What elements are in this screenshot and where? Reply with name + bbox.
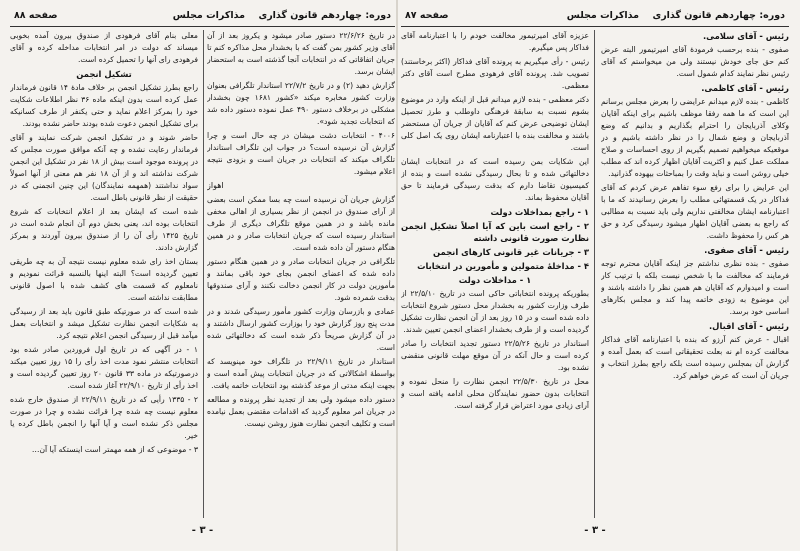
list-item: ۴ - مداخلهٔ متمولین و مأمورین در انتخابات (417, 261, 589, 271)
paragraph: شده است که در صورتیکه طبق قانون باید بعد از رسیدگی به شکایات انجمن نظارت تشکیل میشد و انتخابات بعمل میآمد قبل از رسیدگی انجمن اعلام نتیجه کرد. (10, 307, 198, 340)
paragraph: در تاریخ ۲۲/۶/۲۶ دستور صادر میشود و یکروز بعد از آن آقای وزیر کشور بمن گفت که با بخشدار محل مذاکره کنم تا جریان اتفاقاتی که در انتخابات آنجا گذشته است به استحضار ایشان برسد. (207, 31, 395, 76)
paragraph: ۴۰۰۶ - انتخابات دشت میشان در چه حال است و چرا گزارش آن نرسیده است؟ در جواب این تلگراف استاندار تلگراف میکند که انتخابات در جریان است و بزودی نتیجه اعلام میشود. (207, 131, 395, 176)
header-page-number: صفحه ۸۷ (405, 10, 449, 21)
list-item: ۳ - جریانات غیر قانونی کارهای انجمن (433, 247, 589, 257)
paragraph: گزارش جریان آن نرسیده است چه بسا ممکن است بعضی از آرای صندوق در انجمن از نظر بسیاری از اهالی مخفی مانده باشد و در همین موقع تلگراف دیگری از طرف استاندار رسیده است که جریان انتخابات صادر و در همین هنگام دستور آن داده شده است. (207, 195, 395, 252)
column-right (207, 30, 395, 518)
header-page-number: صفحه ۸۸ (14, 10, 58, 21)
page-folio: - ۳ - (191, 525, 214, 536)
list-item: ۲ - ۱۳۳۵ رأیی که در تاریخ ۲۲/۹/۱۱ از صندوق خارج شده معلوم نیست چه شده چرا قرائت نشده و چرا در صورت مجلس ذکر نشده است و آیا آنها را انجمن باطل کرده یا خیر. (10, 395, 198, 440)
paragraph: عزیزه آقای امیرتیمور مخالفت خودم را با اعتبارنامه آقای فداکار پس میگیرم. (401, 31, 589, 52)
paragraph: معلی بنام آقای فرهودی از صندوق بیرون آمده بخوبی میساند که دولت در امر انتخابات مداخله کرده و آقای فرهودی رای آنها را تحمیل کرده است. (10, 31, 198, 64)
paragraph: بستان اخذ رای شده معلوم نیست نتیجه آن به چه طریقی تعیین گردیده است؟ البته اینها بالنسبه قرائت نمودیم و نامعلوم که قسمت های کشف شده با اصول قانونی مطابقت نداشته است. (10, 257, 198, 302)
paragraph: رئیس - آقای سلامی. (702, 31, 789, 41)
column-divider (203, 30, 204, 518)
paragraph: حاضر شوند و در تشکیل انجمن شرکت نمایند و آقای فرماندار رعایت نشده و چه آنکه موافق صورت مجلس که در پرونده موجود است بیش از ۱۸ نفر در تشکیل این انجمن شرکت نداشته اند و از آن ۱۸ نفر هم معنی از آنها اصولاً سواد نداشتند (همهمه نمایندگان) این چنین انجمنی که در حقیقت از نظر قانونی باطل است. (10, 133, 198, 202)
page-header (10, 8, 395, 27)
paragraph: رئیس - آقای صفوی. (704, 245, 789, 255)
section-heading: ۱ - مداخلات دولت (458, 275, 532, 285)
list-item: ۱ - در آگهی که در تاریخ اول فروردین صادر شده بود انتخابات منتشر نمود مدت اخذ رأی را ۱۵ روز تعیین میکند درصورتیکه در ماده ۳۳ قانون ۲۰ روز تعیین گردیده است و اخذ رأی از تاریخ ۲۲/۹/۱۰ آغاز شده است. (10, 345, 198, 390)
paragraph: محل در تاریخ ۲۲/۵/۳۰ انجمن نظارت را منحل نموده و انتخابات بدون حضور نمایندگان محلی ادامه یافته است و آرای زیادی مورد اعتراض قرار گرفته است. (401, 377, 589, 410)
paragraph: رئیس - آقای اقبال. (709, 321, 789, 331)
text-columns (401, 30, 789, 518)
header-period: دوره: چهاردهم قانون گذاری (258, 10, 391, 21)
book-spine (396, 0, 398, 551)
page-87 (401, 8, 789, 538)
paragraph: گزارش دهید (۲) و در تاریخ ۲۲/۷/۲ استاندار تلگرافی بعنوان وزارت کشور مخابره میکند «کشور ۱۶۸۱ چون بخشدار مشکلی در برخلاف دستور ۴۹۰ عمل نموده دستور داده شد که انتخابات تجدید شود». (207, 81, 395, 126)
paragraph: اقبال - عرض کنم آرزو که بنده با اعتبارنامه آقای فداکار مخالفت کرده ام نه بعلت تحقیقاتی است که بعمل آمده و گزارش آن بمجلس رسیده است بلکه راجع بطرز انتخاب و جریان آن است که عرض خواهم کرد. (601, 335, 789, 380)
column-left (10, 30, 198, 518)
page-header (401, 8, 789, 27)
paragraph: این شکایات بمن رسیده است که در انتخابات ایشان دخالتهائی شده و تا بحال رسیدگی نشده است و بنده از کمیسیون تقاضا دارم که بدقت رسیدگی فرمایند تا حق آقایان محفوظ بماند. (401, 157, 589, 202)
paragraph: کاظمی - بنده لازم میدانم عرایضی را بعرض مجلس برسانم این است که ما همه رفقا موظف باشیم برای اینکه آقایان وکلای آذربایجان را احترام بگذاریم و بدانیم که وضع آذربایجان و وضع شمال را در نظر داشته باشیم و در موقعیکه میخواهیم تصمیم بگیریم از روی احساسات و صلاح مملکت عمل کنیم و اکثریت آقایان اظهار کرده اند که مطلب خیلی روشن است و نباید وقت را بمباحثات بیهوده گذرانید. (601, 97, 789, 178)
header-section: مذاکرات مجلس (172, 10, 245, 21)
page-88 (10, 8, 395, 538)
list-item: ۱ - راجع بمداخلات دولت (490, 207, 589, 217)
text-columns (10, 30, 395, 518)
header-period: دوره: چهاردهم قانون گذاری (652, 10, 785, 21)
page-folio: - ۳ - (584, 525, 606, 536)
column-left (401, 30, 589, 518)
paragraph: رئیس - آقای کاظمی. (701, 83, 789, 93)
list-item: ۳ - موضوعی که از همه مهمتر است اینستکه آیا آن… (31, 445, 198, 454)
paragraph: بطوریکه پرونده انتخاباتی حاکی است در تاریخ ۲۲/۵/۱۰ از طرف وزارت کشور به بخشدار محل دستور شروع انتخابات داده شده است و در ۱۵ روز بعد از آن انجمن نظارت تشکیل گردیده است و از طرف بخشدار اعضای انجمن تعیین شدند. (401, 289, 589, 334)
paragraph: دستور داده میشود ولی بعد از تجدید نظر پرونده و مطالعه در جریان امر معلوم گردید که اقدامات مقتضی بعمل نیامده است و تکلیف انجمن نظارت هنوز روشن نیست. (207, 395, 395, 428)
paragraph: این عرایض را برای رفع سوء تفاهم عرض کردم که آقای فداکار در یک قسمتهائی مطلب را بعرض رسانیدند که ما با اعتبارنامه ایشان مخالفتی نداریم ولی باید نسبت به مطالبی که راجع به بعضی آقایان اظهار میشود رسیدگی کرد و حق هر کس را محفوظ داشت. (601, 183, 789, 240)
column-right (601, 30, 789, 518)
paragraph: استاندار در تاریخ ۲۲/۹/۱۱ در تلگراف خود مینویسد که بواسطهٔ اشکالاتی که در جریان انتخابات پیش آمده است و بجهت اینکه مدتی از موعد گذشته بود انتخابات خاتمه یافت. (207, 357, 395, 390)
list-item: ۲ - راجع است باین که آیا اصلاً تشکیل انجمن نظارت صورت قانونی داشته (401, 221, 589, 243)
paragraph: دکتر معظمی - بنده لازم میدانم قبل از اینکه وارد در موضوع بشوم نسبت به سابقهٔ فرهنگی داوطلب و طرز تحصیل ایشان توضیحی عرض کنم که آقایان از جریان آن مستحضر باشند و مخالفت بنده با اعتبارنامه ایشان روی یک اصل کلی است. (401, 95, 589, 152)
column-divider (594, 30, 595, 518)
paragraph: رئیس - رأی میگیریم به پرونده آقای فداکار (اکثر برخاستند) تصویب شد. پرونده آقای فرهودی مطرح است آقای دکتر معظمی. (401, 57, 589, 90)
paragraph: صفوی - بنده برحسب فرمودهٔ آقای امیرتیمور البته عرض کنم حق جای خودش نیستند ولی من میخواستم که آقای رئیس نظر نمایند کدام شمول است. (601, 45, 789, 78)
paragraph: عمادی و بازرسان وزارت کشور مأمور رسیدگی شدند و در مدت پنج روز گزارش خود را بوزارت کشور ارسال داشتند و در آن گزارش صریحاً ذکر شده است که دخالتهائی شده است. (207, 307, 395, 352)
signature-line: اهواز (207, 181, 224, 190)
paragraph: راجع بطرز تشکیل انجمن بر خلاف مادهٔ ۱۴ قانون فرماندار عمل کرده است بدون اینکه ماده ۳۶ نظر اطلاعات شکایت خود را بمرکز اعلام نماید و حتی یکنفر از طرف کسانیکه برای تشکیل انجمن دعوت شده بودند حاضر نشده بودند. (10, 83, 198, 128)
paragraph: تلگرافی در جریان انتخابات صادر و در همین هنگام دستور داده شده که اعضای انجمن بجای خود باقی بمانند و مأمورین دولت در کار انجمن دخالت نکنند و آرای صندوقها بدقت شمرده شود. (207, 257, 395, 302)
header-section: مذاکرات مجلس (566, 10, 639, 21)
section-heading: تشکیل انجمن (76, 69, 132, 79)
paragraph: شده است که ایشان بعد از اعلام انتخابات که شروع انتخابات بوده اند، یعنی بخش دوم آن انجام شده است در تاریخ ۱۴۲۵ رأی آن را از صندوق بیرون آوردند و بمرکز گزارش دادند. (10, 207, 198, 252)
paragraph: صفوی - بنده نظری نداشتم جز اینکه آقایان محترم توجه فرمایند که مخالفت ما با شخص نیست بلکه با ترتیب کار است و امیدوارم که آقایان هم همین نظر را داشته باشند و این موضوع به زودی خاتمه پیدا کند و مجلس بکارهای اساسی خود برسد. (601, 259, 789, 316)
paragraph: استاندار در تاریخ ۲۲/۵/۲۶ دستور تجدید انتخابات را صادر کرده است و حال آنکه در آن موقع مهلت قانونی منقضی نشده بود. (401, 339, 589, 372)
